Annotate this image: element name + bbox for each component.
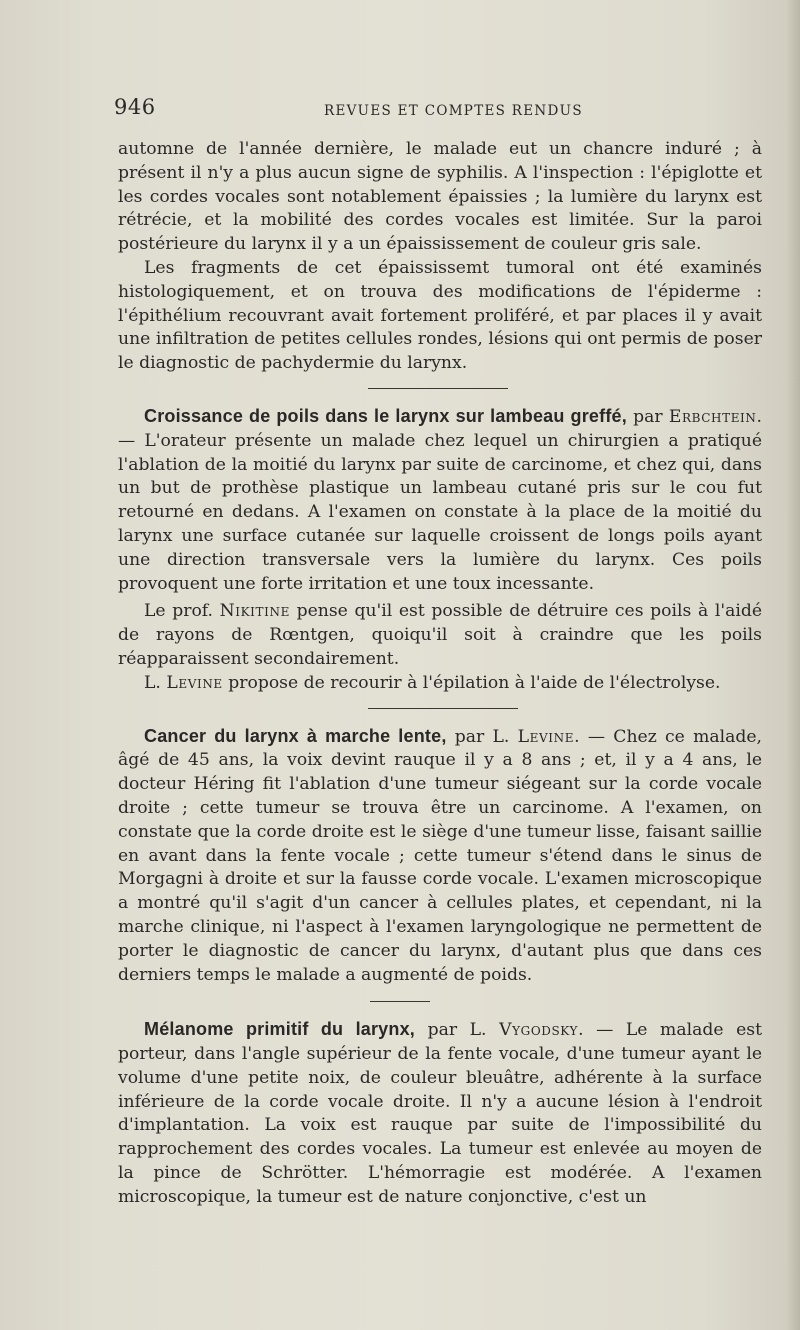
- paragraph-body: propose de recourir à l'épilation à l'aide de l'électrolyse.: [222, 672, 721, 693]
- paragraph-continuation: automne de l'année dernière, le malade eut un chancre induré ; à présent il n'y a plus aucun signe de syphilis. A l'inspection : l'épiglotte et les cordes vocales sont notablement épaissies ; la lumière du larynx est rétrécie, et la mobilité des cordes vocales est limitée. Sur la paroi postérieure du larynx il y a un épaississement de couleur gris sale.: [118, 139, 762, 255]
- page-header: [114, 95, 762, 135]
- section-title: Croissance de poils dans le larynx sur lambeau greffé,: [144, 405, 627, 426]
- byline-par: par L.: [446, 726, 518, 747]
- section-divider: [368, 708, 518, 709]
- section-melanoma: [118, 1018, 762, 1209]
- paragraph-body: pense qu'il est possible de détruire ces poils à l'aidé de rayons de Rœntgen, quoiqu'il soit à craindre que les poils réapparaissent secondairement.: [118, 601, 762, 669]
- author-name: Levine: [517, 726, 575, 747]
- section-slow-cancer: [118, 725, 762, 988]
- paragraph-nikitine: [118, 600, 762, 671]
- author-name: Levine: [166, 672, 223, 693]
- section-body: . — Chez ce malade, âgé de 45 ans, la voix devint rauque il y a 8 ans ; et, il y a 4 ans, le docteur Héring fit l'ablation d'une tumeur siégeant sur la corde vocale droite ; cette tumeur se trouva être un carcinome. A l'examen, on constate que la corde droite est le siège d'une tumeur lisse, faisant saillie en avant dans la fente vocale ; cette tumeur s'étend dans le sinus de Morgagni à droite et sur la fausse corde vocale. L'examen microscopique a montré qu'il s'agit d'un cancer à cellules plates, et cependant, ni la marche clinique, ni l'aspect à l'examen laryngologique ne permettent de porter le diagnostic de cancer du larynx, d'autant plus que dans ces derniers temps le malade a augmenté de poids.: [118, 726, 762, 985]
- page-content: [114, 95, 763, 1210]
- section-hair-growth: [118, 405, 762, 596]
- byline-par: par L.: [415, 1020, 500, 1041]
- section-body: . — Le malade est porteur, dans l'angle supérieur de la fente vocale, d'une tumeur ayant le volume d'une petite noix, de couleur bleuâtre, adhérente à la surface inférieure de la corde vocale droite. Il n'y a aucune lésion à l'endroit d'implantation. La voix est rauque par suite de l'impossibilité du rapprochement des cordes vocales. La tumeur est enlevée au moyen de la pince de Schrötter. L'hémorragie est modérée. A l'examen microscopique, la tumeur est de nature conjonctive, c'est un: [118, 1020, 763, 1207]
- section-divider: [368, 388, 508, 389]
- author-name: Vygodsky: [499, 1020, 579, 1041]
- section-divider: [370, 1001, 430, 1002]
- page-edge-shadow: [786, 0, 800, 1330]
- author-name: Erbchtein: [668, 406, 757, 427]
- page-number: 946: [114, 95, 156, 119]
- author-initial: L.: [144, 672, 167, 693]
- byline-par: par: [626, 406, 669, 427]
- paragraph-histology: Les fragments de cet épaississemt tumoral ont été examinés histologiquement, et on trouva des modifications de l'épiderme : l'épithélium recouvrant avait fortement proliféré, et par places il y avait une infiltration de petites cellules rondes, lésions qui ont permis de poser le diagnostic de pachydermie du larynx.: [118, 257, 762, 374]
- author-name: Nikitine: [219, 601, 290, 622]
- section-title: Mélanome primitif du larynx,: [144, 1019, 416, 1040]
- running-head: REVUES ET COMPTES RENDUS: [324, 103, 583, 119]
- section-body: . — L'orateur présente un malade chez lequel un chirurgien a pratiqué l'ablation de la moitié du larynx par suite de carcinome, et chez qui, dans un but de prothèse plastique un lambeau cutané pris sur le cou fut retourné en dedans. A l'examen on constate à la place de la moitié du larynx une surface cutanée sur laquelle croissent de longs poils ayant une direction transversale vers la lumière du larynx. Ces poils provoquent une forte irritation et une toux incessante.: [118, 406, 762, 594]
- section-title: Cancer du larynx à marche lente,: [144, 725, 447, 746]
- paragraph-levine: [118, 672, 762, 696]
- paragraph-lead: Le prof.: [144, 601, 220, 622]
